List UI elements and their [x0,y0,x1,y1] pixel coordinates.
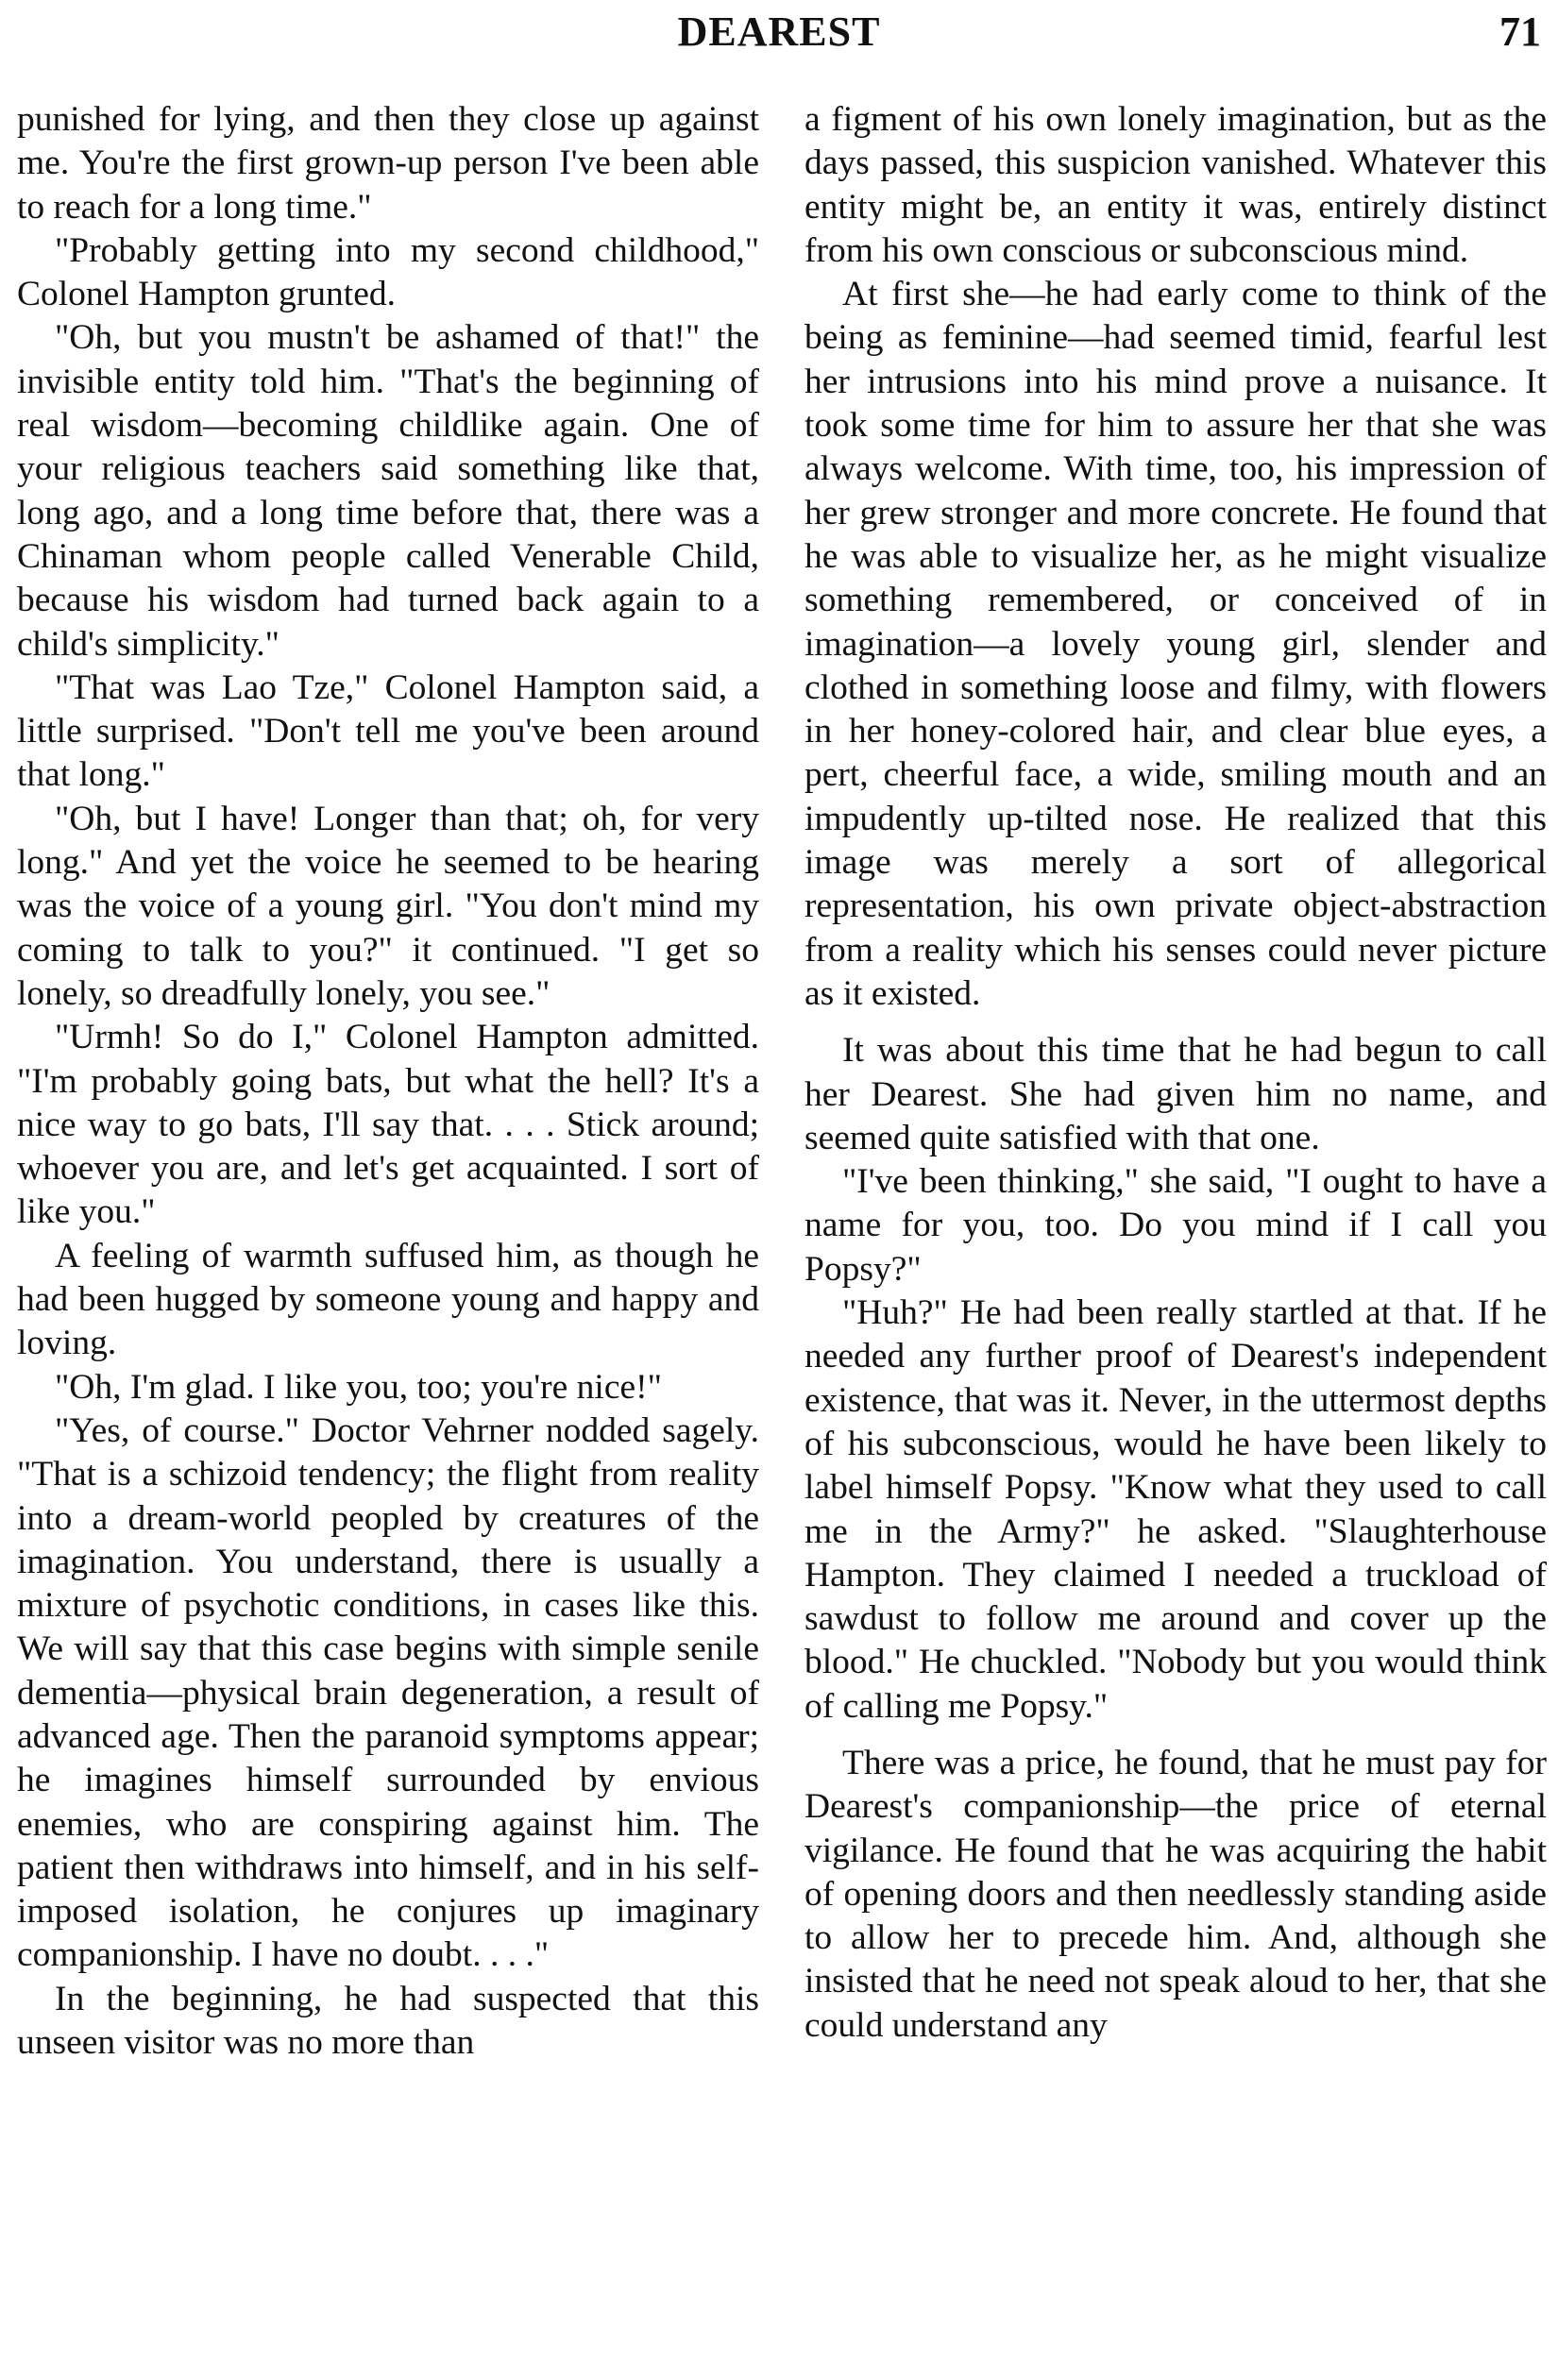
paragraph: "Probably getting into my second childhood," Colonel Hampton grunted. [17,230,759,314]
paragraph: There was a price, he found, that he must pay for Dearest's companionship—the price of eternal vigilance. He found that he was acquiring the habit of opening doors and then needlessly standing aside to allow her to precede him. And, although she insisted that he need not speak aloud to her, that she could understand any [804,1743,1547,2045]
paragraph: a figment of his own lonely imagination, but as the days passed, this suspicion vanished. Whatever this entity might be, an entity it was, entirely distinct from his own conscious or subconscious mind. [804,100,1547,270]
paragraph: "Oh, but I have! Longer than that; oh, for very long." And yet the voice he seemed to be hearing was the voice of a young girl. "You don't mind my coming to talk to you?" it continued. "I get so lonely, so dreadfully lonely, you see." [17,799,759,1013]
paragraph: "Yes, of course." Doctor Vehrner nodded sagely. "That is a schizoid tendency; the flight from reality into a dream-world peopled by creatures of the imagination. You understand, there is usually a mixture of psychotic conditions, in cases like this. We will say that this case begins with simple senile dementia—physical brain degeneration, a result of advanced age. Then the paranoid symptoms appear; he imagines himself surrounded by envious enemies, who are conspiring against him. The patient then withdraws into himself, and in his self-imposed isolation, he conjures up imaginary companionship. I have no doubt. . . ." [17,1410,759,1975]
paragraph: "That was Lao Tze," Colonel Hampton said, a little surprised. "Don't tell me you've been around that long." [17,667,759,795]
paragraph: "Huh?" He had been really startled at that. If he needed any further proof of Dearest's independent existence, that was it. Never, in the uttermost depths of his subconscious, would he have been likely to label himself Popsy. "Know what they used to call me in the Army?" he asked. "Slaughterhouse Hampton. They claimed I needed a truckload of sawdust to follow me around and cover up the blood." He chuckled. "Nobody but you would think of calling me Popsy." [804,1293,1547,1726]
paragraph: "Oh, but you mustn't be ashamed of that!" the invisible entity told him. "That's the beginning of real wisdom—becoming childlike again. One of your religious teachers said something like that, long ago, and a long time before that, there was a Chinaman whom people called Venerable Child, because his wisdom had turned back again to a child's simplicity." [17,318,759,664]
paragraph: "Oh, I'm glad. I like you, too; you're nice!" [55,1367,662,1407]
running-head [17,8,1541,57]
paragraph: In the beginning, he had suspected that this unseen visitor was no more than [17,1979,759,2063]
paragraph: "I've been thinking," she said, "I ought to have a name for you, too. Do you mind if I call you Popsy?" [804,1162,1547,1289]
page-number: 71 [1499,8,1541,55]
paragraph: A feeling of warmth suffused him, as though he had been hugged by someone young and happy and loving. [17,1236,759,1363]
paragraph: punished for lying, and then they close up against me. You're the first grown-up person I've been able to reach for a long time." [17,100,759,227]
right-text-column [804,98,1547,2375]
paragraph: "Urmh! So do I," Colonel Hampton admitted. "I'm probably going bats, but what the hell? It's a nice way to go bats, I'll say that. . . . Stick around; whoever you are, and let's get acquainted. I sort of like you." [17,1018,759,1232]
running-head-title: DEAREST [677,8,881,55]
left-text-column [17,98,759,2375]
paragraph: At first she—he had early come to think of the being as feminine—had seemed timid, fearful lest her intrusions into his mind prove a nuisance. It took some time for him to assure her that she was always welcome. With time, too, his impression of her grew stronger and more concrete. He found that he was able to visualize her, as he might visualize something remembered, or conceived of in imagination—a lovely young girl, slender and clothed in something loose and filmy, with flowers in her honey-colored hair, and clear blue eyes, a pert, cheerful face, a wide, smiling mouth and an impudently up-tilted nose. He realized that this image was merely a sort of allegorical representation, his own private object-abstraction from a reality which his senses could never picture as it existed. [804,275,1547,1013]
paragraph: It was about this time that he had begun to call her Dearest. She had given him no name, and seemed quite satisfied with that one. [804,1031,1547,1157]
